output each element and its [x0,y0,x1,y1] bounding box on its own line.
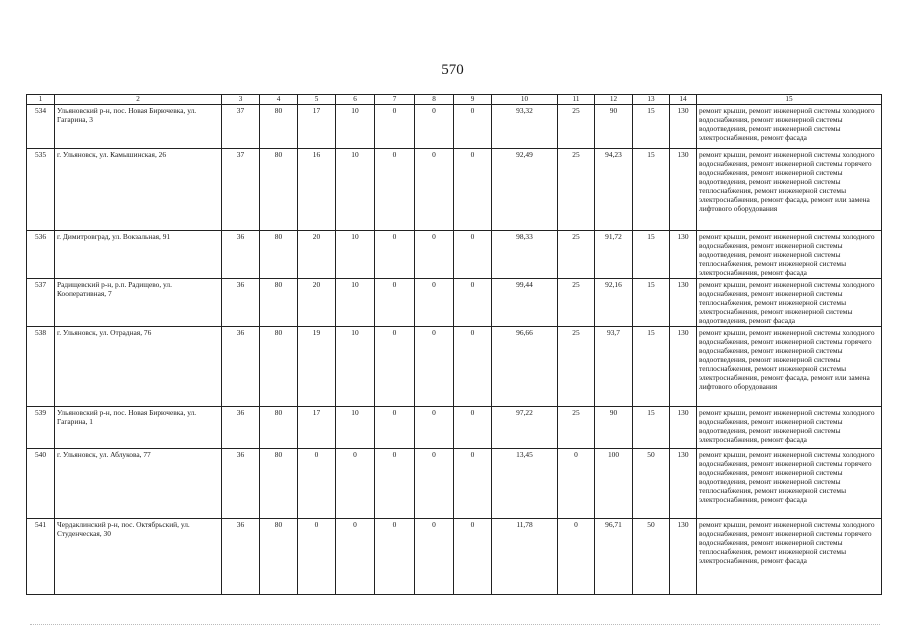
cell-col-3: 36 [222,449,260,519]
cell-col-14: 130 [670,407,697,449]
col-header: 15 [697,95,882,105]
cell-col-11: 0 [558,449,595,519]
table-row [27,449,882,519]
cell-col-3: 37 [222,148,260,230]
col-header: 13 [633,95,670,105]
cell-col-13: 15 [633,407,670,449]
cell-col-10: 92,49 [492,148,558,230]
cell-col-11: 25 [558,104,595,148]
cell-col-5: 19 [298,327,336,407]
cell-col-4: 80 [260,519,298,595]
cell-col-12: 94,23 [595,148,633,230]
cell-col-9: 0 [454,230,492,278]
cell-col-7: 0 [375,519,415,595]
cell-col-9: 0 [454,148,492,230]
table-row [27,407,882,449]
cell-col-4: 80 [260,407,298,449]
cell-col-4: 80 [260,104,298,148]
cell-row-number: 534 [27,104,55,148]
cell-col-11: 0 [558,519,595,595]
cell-col-7: 0 [375,327,415,407]
cell-work-types: ремонт крыши, ремонт инженерной системы холодного водоснабжения, ремонт инженерной системы водоотведения, ремонт инженерной системы электроснабжения, ремонт фасада [697,104,882,148]
cell-col-6: 10 [336,230,375,278]
cell-work-types: ремонт крыши, ремонт инженерной системы холодного водоснабжения, ремонт инженерной системы теплоснабжения, ремонт инженерной системы электроснабжения, ремонт инженерной системы водоотведения, ремонт фасада [697,278,882,326]
cell-col-7: 0 [375,449,415,519]
cell-col-7: 0 [375,148,415,230]
cell-col-9: 0 [454,278,492,326]
cell-col-10: 97,22 [492,407,558,449]
cell-col-14: 130 [670,230,697,278]
page-number: 570 [441,62,464,78]
cell-row-number: 541 [27,519,55,595]
cell-row-number: 538 [27,327,55,407]
col-header: 5 [298,95,336,105]
cell-row-number: 540 [27,449,55,519]
cell-col-14: 130 [670,148,697,230]
table-row [27,148,882,230]
cell-col-11: 25 [558,148,595,230]
cell-col-8: 0 [415,519,454,595]
cell-col-8: 0 [415,278,454,326]
col-header: 12 [595,95,633,105]
cell-row-number: 537 [27,278,55,326]
cell-col-11: 25 [558,327,595,407]
cell-col-10: 99,44 [492,278,558,326]
table-row [27,104,882,148]
cell-col-4: 80 [260,327,298,407]
cell-row-number: 539 [27,407,55,449]
cell-address: Ульяновский р-н, пос. Новая Бирючевка, ул. Гагарина, 1 [55,407,222,449]
cell-col-6: 0 [336,449,375,519]
cell-col-9: 0 [454,104,492,148]
cell-col-6: 10 [336,148,375,230]
cell-col-4: 80 [260,148,298,230]
cell-col-3: 36 [222,230,260,278]
cell-address: Радищевский р-н, р.п. Радищево, ул. Кооперативная, 7 [55,278,222,326]
cell-col-4: 80 [260,449,298,519]
cell-col-12: 93,7 [595,327,633,407]
cell-col-11: 25 [558,407,595,449]
col-header: 2 [55,95,222,105]
scan-artifact [30,624,880,626]
cell-col-12: 90 [595,407,633,449]
cell-col-10: 11,78 [492,519,558,595]
cell-work-types: ремонт крыши, ремонт инженерной системы холодного водоснабжения, ремонт инженерной системы водоотведения, ремонт инженерной системы теплоснабжения, ремонт инженерной системы электроснабжения, ремонт фасада [697,230,882,278]
table-body [27,104,882,594]
table-row [27,327,882,407]
cell-col-11: 25 [558,230,595,278]
cell-col-4: 80 [260,278,298,326]
header-row [27,95,882,105]
data-table [26,94,882,595]
cell-col-14: 130 [670,449,697,519]
table-row [27,519,882,595]
cell-address: Чердаклинский р-н, пос. Октябрьский, ул. Студенческая, 30 [55,519,222,595]
cell-col-3: 37 [222,104,260,148]
cell-col-14: 130 [670,278,697,326]
cell-col-7: 0 [375,407,415,449]
col-header: 9 [454,95,492,105]
cell-col-8: 0 [415,327,454,407]
cell-col-10: 13,45 [492,449,558,519]
cell-col-12: 91,72 [595,230,633,278]
cell-address: г. Ульяновск, ул. Камышинская, 26 [55,148,222,230]
cell-col-8: 0 [415,104,454,148]
cell-col-10: 93,32 [492,104,558,148]
cell-work-types: ремонт крыши, ремонт инженерной системы холодного водоснабжения, ремонт инженерной системы водоотведения, ремонт инженерной системы электроснабжения, ремонт фасада [697,407,882,449]
cell-col-13: 50 [633,519,670,595]
cell-col-9: 0 [454,327,492,407]
table-row [27,230,882,278]
cell-col-13: 15 [633,278,670,326]
cell-col-8: 0 [415,230,454,278]
cell-col-8: 0 [415,407,454,449]
col-header: 3 [222,95,260,105]
cell-work-types: ремонт крыши, ремонт инженерной системы холодного водоснабжения, ремонт инженерной системы горячего водоснабжения, ремонт инженерной системы водоотведения, ремонт инженерной системы теплоснабжения, ремонт инженерной системы электроснабжения, ремонт фасада [697,449,882,519]
cell-row-number: 535 [27,148,55,230]
col-header: 4 [260,95,298,105]
cell-col-13: 15 [633,104,670,148]
cell-col-6: 0 [336,519,375,595]
cell-col-6: 10 [336,104,375,148]
cell-work-types: ремонт крыши, ремонт инженерной системы холодного водоснабжения, ремонт инженерной системы горячего водоснабжения, ремонт инженерной системы теплоснабжения, ремонт инженерной системы электроснабжения, ремонт фасада [697,519,882,595]
cell-col-3: 36 [222,278,260,326]
cell-col-4: 80 [260,230,298,278]
col-header: 11 [558,95,595,105]
col-header: 14 [670,95,697,105]
cell-col-5: 17 [298,104,336,148]
cell-col-13: 15 [633,230,670,278]
cell-col-12: 90 [595,104,633,148]
cell-col-5: 16 [298,148,336,230]
cell-col-12: 96,71 [595,519,633,595]
cell-col-7: 0 [375,104,415,148]
col-header: 7 [375,95,415,105]
cell-col-9: 0 [454,449,492,519]
cell-col-7: 0 [375,230,415,278]
cell-col-12: 92,16 [595,278,633,326]
col-header: 8 [415,95,454,105]
cell-col-9: 0 [454,519,492,595]
cell-col-13: 15 [633,148,670,230]
cell-col-5: 0 [298,449,336,519]
col-header: 6 [336,95,375,105]
cell-col-13: 15 [633,327,670,407]
cell-col-6: 10 [336,327,375,407]
cell-col-5: 20 [298,230,336,278]
cell-col-14: 130 [670,327,697,407]
cell-col-13: 50 [633,449,670,519]
cell-col-8: 0 [415,449,454,519]
cell-col-10: 96,66 [492,327,558,407]
cell-address: г. Ульяновск, ул. Аблукова, 77 [55,449,222,519]
cell-col-14: 130 [670,519,697,595]
cell-work-types: ремонт крыши, ремонт инженерной системы холодного водоснабжения, ремонт инженерной системы горячего водоснабжения, ремонт инженерной системы водоотведения, ремонт инженерной системы теплоснабжения, ремонт инженерной системы электроснабжения, ремонт фасада, ремонт или замена лифтового оборудования [697,148,882,230]
cell-col-11: 25 [558,278,595,326]
cell-row-number: 536 [27,230,55,278]
col-header: 10 [492,95,558,105]
cell-col-6: 10 [336,407,375,449]
cell-col-10: 98,33 [492,230,558,278]
cell-col-8: 0 [415,148,454,230]
cell-address: Ульяновский р-н, пос. Новая Бирючевка, ул. Гагарина, 3 [55,104,222,148]
cell-col-5: 0 [298,519,336,595]
cell-col-5: 17 [298,407,336,449]
cell-col-5: 20 [298,278,336,326]
cell-col-3: 36 [222,327,260,407]
cell-col-6: 10 [336,278,375,326]
cell-col-3: 36 [222,407,260,449]
cell-work-types: ремонт крыши, ремонт инженерной системы холодного водоснабжения, ремонт инженерной системы горячего водоснабжения, ремонт инженерной системы водоотведения, ремонт инженерной системы теплоснабжения, ремонт инженерной системы электроснабжения, ремонт фасада, ремонт или замена лифтового оборудования [697,327,882,407]
cell-col-3: 36 [222,519,260,595]
cell-address: г. Ульяновск, ул. Отрадная, 76 [55,327,222,407]
cell-col-9: 0 [454,407,492,449]
cell-col-7: 0 [375,278,415,326]
cell-address: г. Димитровград, ул. Вокзальная, 91 [55,230,222,278]
cell-col-12: 100 [595,449,633,519]
table-row [27,278,882,326]
cell-col-14: 130 [670,104,697,148]
col-header: 1 [27,95,55,105]
